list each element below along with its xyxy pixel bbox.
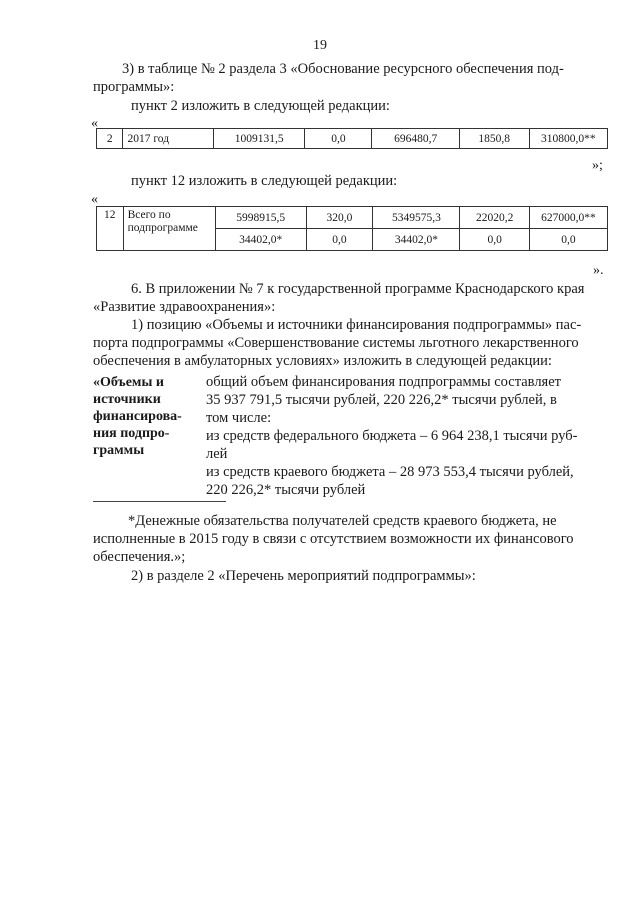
paragraph-line: 3) в таблице № 2 раздела 3 «Обоснование ресурсного обеспечения под-	[122, 61, 564, 77]
footnote-separator	[93, 501, 226, 502]
paragraph-line: 1) позицию «Объемы и источники финансирования подпрограммы» пас-	[131, 317, 582, 333]
open-quote: «	[91, 192, 98, 207]
passport-line: общий объем финансирования подпрограммы составляет	[206, 374, 561, 390]
paragraph-line: 2) в разделе 2 «Перечень мероприятий подпрограммы»:	[131, 568, 476, 584]
paragraph-line: пункт 12 изложить в следующей редакции:	[131, 173, 398, 189]
passport-line: том числе:	[206, 410, 272, 426]
table-cell: 0,0	[305, 129, 372, 149]
funding-table-row-2	[96, 128, 608, 149]
table-row	[97, 207, 608, 229]
paragraph-line: обеспечения в амбулаторных условиях» изложить в следующей редакции:	[93, 353, 552, 369]
row-name-line: Всего по	[127, 209, 171, 221]
passport-label-line: «Объемы и	[93, 375, 164, 390]
paragraph-line: программы»:	[93, 79, 175, 95]
table-cell: 22020,2	[460, 207, 529, 229]
passport-label-line: ния подпро-	[93, 426, 170, 441]
table-cell: 2	[97, 129, 123, 149]
open-quote: «	[91, 116, 98, 131]
paragraph-line: 6. В приложении № 7 к государственной программе Краснодарского края	[131, 281, 585, 297]
paragraph-line: «Развитие здравоохранения»:	[93, 299, 276, 315]
paragraph-line: порта подпрограммы «Совершенствование системы льготного лекарственного	[93, 335, 579, 351]
close-quote: »;	[592, 158, 603, 173]
table-cell: 5998915,5	[215, 207, 306, 229]
table-cell: 1850,8	[459, 129, 529, 149]
passport-line: из средств федерального бюджета – 6 964 238,1 тысячи руб-	[206, 428, 578, 444]
footnote-line: обеспечения.»;	[93, 549, 186, 565]
table-cell: 0,0	[460, 229, 529, 251]
page-number: 19	[313, 38, 327, 53]
table-row	[97, 129, 608, 149]
passport-label	[93, 374, 193, 459]
table-cell: 0,0	[529, 229, 607, 251]
passport-label-line: граммы	[93, 443, 145, 458]
footnote-line: исполненные в 2015 году в связи с отсутствием возможности их финансового	[93, 531, 574, 547]
table-cell: 12	[97, 207, 124, 251]
passport-label-line: финансирова-	[93, 409, 182, 424]
table-cell: 2017 год	[123, 129, 213, 149]
table-cell: 696480,7	[372, 129, 459, 149]
table-cell: 310800,0**	[529, 129, 607, 149]
passport-line: 35 937 791,5 тысячи рублей, 220 226,2* тысячи рублей, в	[206, 392, 557, 408]
table-cell: 627000,0**	[529, 207, 607, 229]
passport-line: лей	[206, 446, 228, 462]
footnote-line: *Денежные обязательства получателей средств краевого бюджета, не	[128, 513, 557, 529]
table-cell: 1009131,5	[213, 129, 305, 149]
passport-label-line: источники	[93, 392, 161, 407]
table-cell: 5349575,3	[373, 207, 460, 229]
passport-line: из средств краевого бюджета – 28 973 553,4 тысячи рублей,	[206, 464, 574, 480]
passport-line: 220 226,2* тысячи рублей	[206, 482, 366, 498]
close-quote: ».	[593, 263, 604, 278]
table-cell: 320,0	[306, 207, 373, 229]
table-cell: 34402,0*	[215, 229, 306, 251]
table-cell: 34402,0*	[373, 229, 460, 251]
table-cell-name	[123, 207, 215, 251]
funding-table-row-12	[96, 206, 608, 251]
paragraph-line: пункт 2 изложить в следующей редакции:	[131, 98, 390, 114]
row-name-line: подпрограмме	[127, 222, 198, 234]
table-cell: 0,0	[306, 229, 373, 251]
